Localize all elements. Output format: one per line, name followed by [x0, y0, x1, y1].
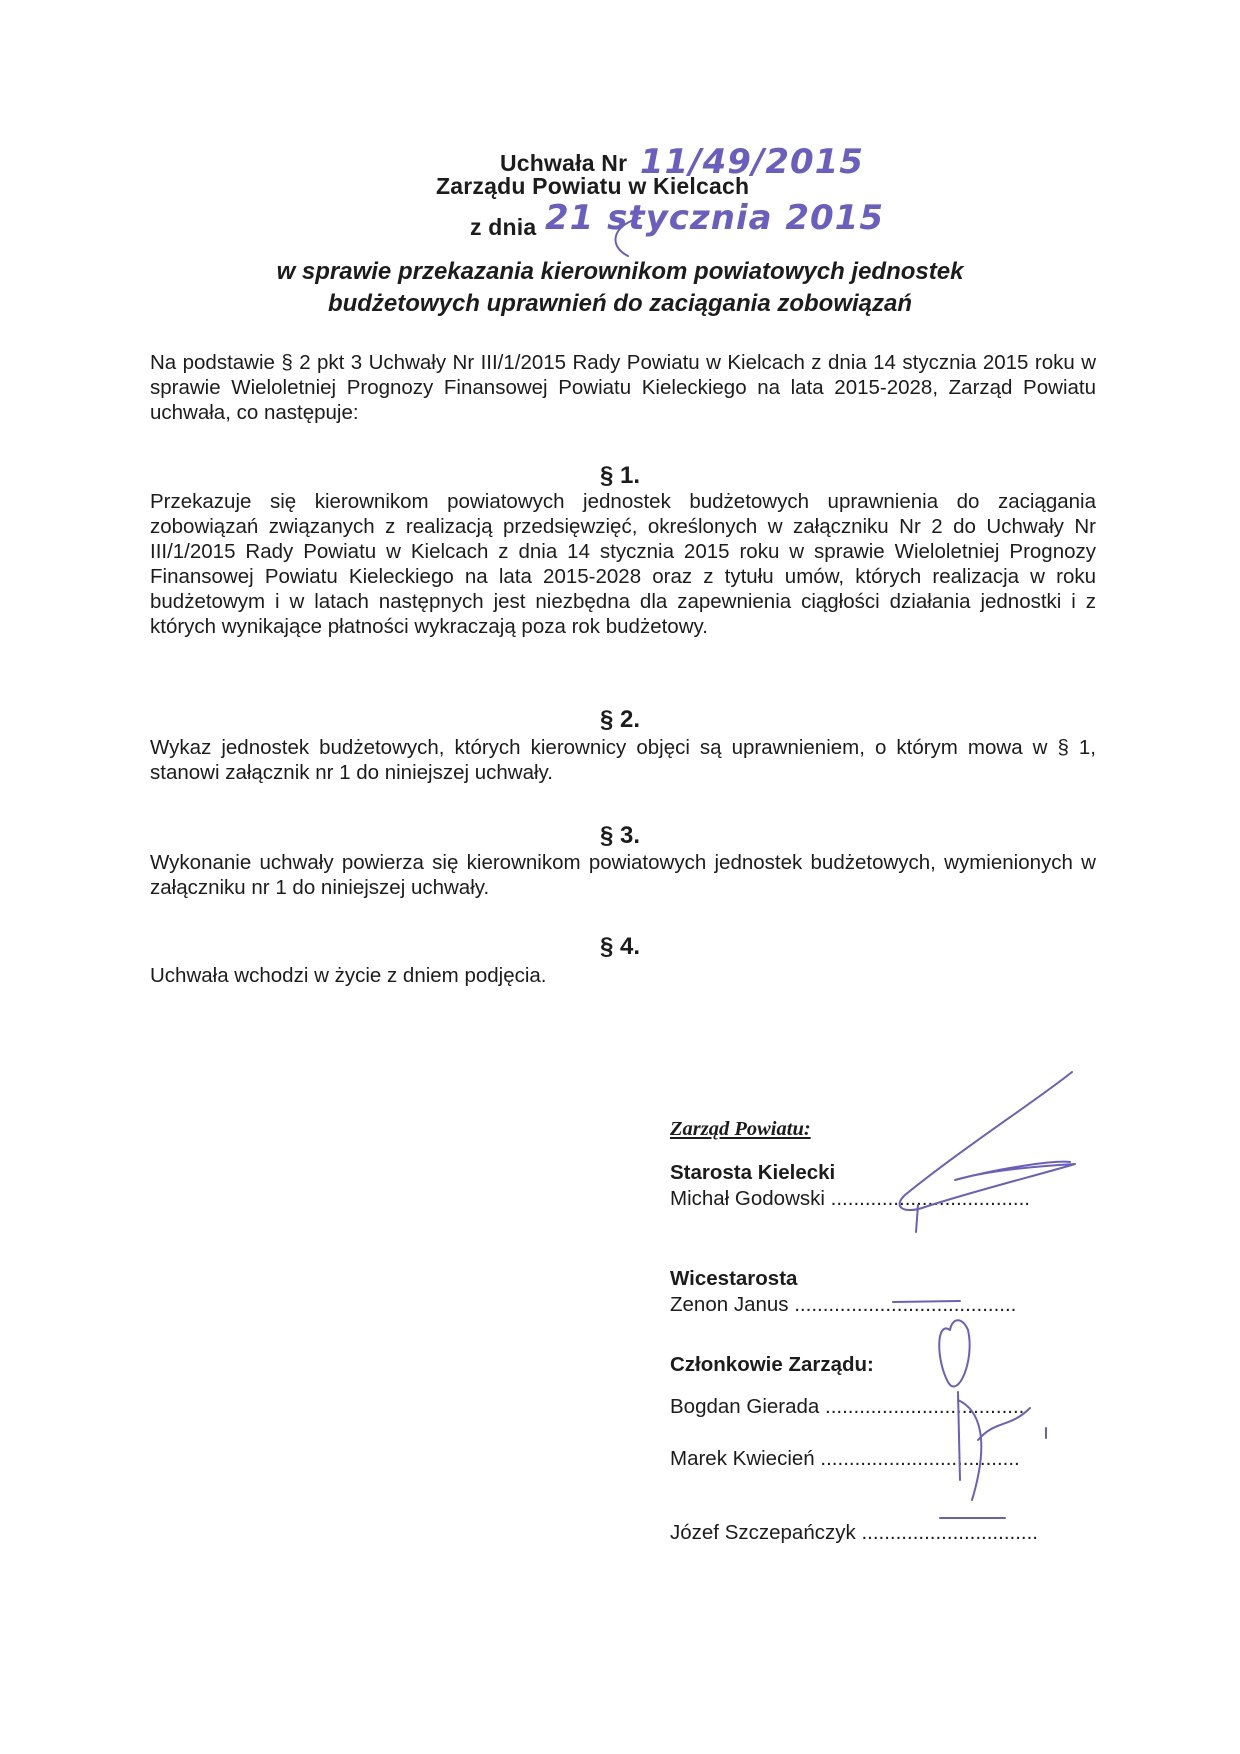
board-name: Zarządu Powiatu w Kielcach	[436, 173, 750, 199]
preamble: Na podstawie § 2 pkt 3 Uchwały Nr III/1/2015 Rady Powiatu w Kielcach z dnia 14 stycznia 2015 roku w sprawie Wieloletniej Prognozy Finansowej Powiatu Kieleckiego na lata 2015-2028, Zarząd Powiatu uchwała, co następuje:	[150, 351, 1096, 424]
signature-dots: .......................................	[794, 1293, 1017, 1316]
subject-line-1: w sprawie przekazania kierownikom powiatowych jednostek	[276, 258, 964, 285]
member-3-signature-line	[670, 1520, 1038, 1545]
section-4-mark: § 4.	[600, 933, 641, 960]
signature-dots: ...............................	[861, 1521, 1038, 1544]
wicestarosta-title: Wicestarosta	[670, 1267, 798, 1290]
section-1-text: Przekazuje się kierownikom powiatowych jednostek budżetowych uprawnienia do zaciągania zobowiązań związanych z realizacją przedsięwzięć, określonych w załączniku Nr 2 do Uchwały Nr III/1/2015 Rady Powiatu w Kielcach z dnia 14 stycznia 2015 roku w sprawie Wieloletniej Prognozy Finansowej Powiatu Kieleckiego na lata 2015-2028 oraz z tytułu umów, których realizacja w roku budżetowym i w latach następnych jest niezbędna dla zapewnienia ciągłości działania jednostki i z których wynikające płatności wykraczają poza rok budżetowy.	[150, 490, 1096, 638]
starosta-title: Starosta Kielecki	[670, 1161, 836, 1184]
resolution-date-label: z dnia	[470, 214, 537, 240]
subject-line-2: budżetowych uprawnień do zaciągania zobowiązań	[327, 290, 913, 317]
board-signature-title: Zarząd Powiatu:	[670, 1118, 811, 1140]
wicestarosta-signature-line	[670, 1292, 1016, 1317]
section-2-mark: § 2.	[600, 706, 641, 733]
section-3-text: Wykonanie uchwały powierza się kierownikom powiatowych jednostek budżetowych, wymienionych w załączniku nr 1 do niniejszej uchwały.	[150, 851, 1096, 899]
handwritten-date: 21 stycznia 2015	[544, 198, 884, 238]
wicestarosta-name: Zenon Janus	[670, 1293, 789, 1316]
starosta-signature-line	[670, 1186, 1030, 1211]
section-3-mark: § 3.	[600, 822, 641, 849]
section-1-mark: § 1.	[600, 462, 641, 489]
resolution-number-label: Uchwała Nr	[500, 150, 628, 176]
member-2-name: Marek Kwiecień	[670, 1447, 815, 1470]
handwritten-number: 11/49/2015	[639, 142, 864, 182]
board-members-title: Członkowie Zarządu:	[670, 1353, 874, 1376]
section-2-text: Wykaz jednostek budżetowych, których kierownicy objęci są uprawnieniem, o którym mowa w § 1, stanowi załącznik nr 1 do niniejszej uchwały.	[150, 736, 1096, 784]
signature-dots: ...................................	[820, 1447, 1020, 1470]
member-1-name: Bogdan Gierada	[670, 1395, 820, 1418]
section-4-text: Uchwała wchodzi w życie z dniem podjęcia.	[150, 964, 547, 987]
member-signature	[939, 1320, 969, 1386]
starosta-name: Michał Godowski	[670, 1187, 825, 1210]
member-2-signature-line	[670, 1446, 1020, 1471]
member-1-signature-line	[670, 1394, 1024, 1419]
resolution-subject	[150, 256, 1090, 320]
resolution-date	[470, 198, 884, 244]
signature-dots: ...................................	[825, 1395, 1025, 1418]
signature-dots: ...................................	[830, 1187, 1031, 1210]
member-3-name: Józef Szczepańczyk	[670, 1521, 856, 1544]
